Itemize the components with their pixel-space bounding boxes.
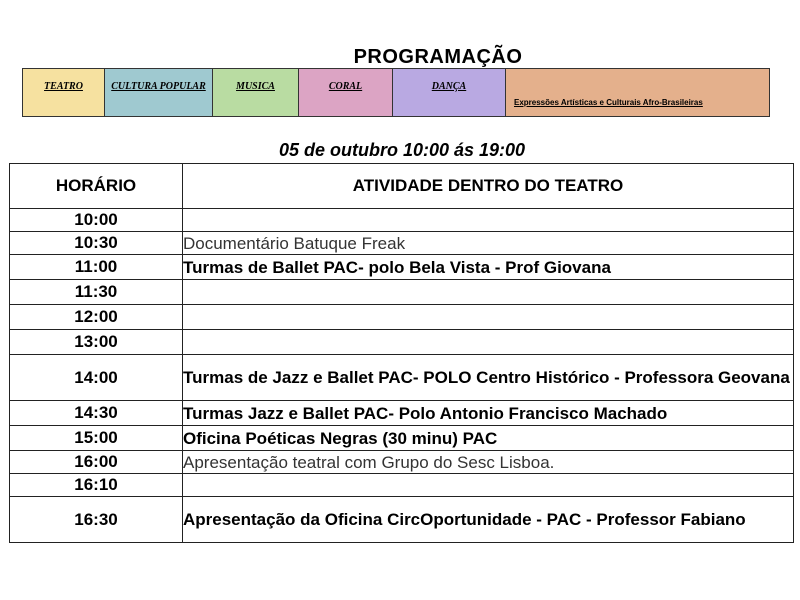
legend-afro-brasileiras: Expressões Artísticas e Culturais Afro-Brasileiras <box>506 69 769 116</box>
activity-cell <box>183 474 794 497</box>
table-row <box>10 451 794 474</box>
table-row <box>10 232 794 255</box>
legend-musica: MUSICA <box>213 69 299 116</box>
column-header-time: HORÁRIO <box>10 164 183 209</box>
activity-cell: Documentário Batuque Freak <box>183 232 794 255</box>
time-cell: 13:00 <box>10 330 183 355</box>
time-cell: 10:00 <box>10 209 183 232</box>
table-row <box>10 305 794 330</box>
table-row <box>10 280 794 305</box>
column-header-activity: ATIVIDADE DENTRO DO TEATRO <box>183 164 794 209</box>
legend-coral: CORAL <box>299 69 393 116</box>
activity-cell: Turmas de Jazz e Ballet PAC- POLO Centro Histórico - Professora Geovana <box>183 355 794 401</box>
time-cell: 16:10 <box>10 474 183 497</box>
table-row <box>10 426 794 451</box>
time-cell: 15:00 <box>10 426 183 451</box>
table-header-row <box>10 164 794 209</box>
activity-cell <box>183 330 794 355</box>
table-row <box>10 355 794 401</box>
page-title: PROGRAMAÇÃO <box>353 46 523 68</box>
activity-cell: Oficina Poéticas Negras (30 minu) PAC <box>183 426 794 451</box>
activity-cell: Turmas de Ballet PAC- polo Bela Vista - Prof Giovana <box>183 255 794 280</box>
activity-cell: Turmas Jazz e Ballet PAC- Polo Antonio Francisco Machado <box>183 401 794 426</box>
time-cell: 10:30 <box>10 232 183 255</box>
legend-danca: DANÇA <box>393 69 506 116</box>
schedule-table <box>9 163 794 543</box>
time-cell: 12:00 <box>10 305 183 330</box>
time-cell: 14:00 <box>10 355 183 401</box>
legend-teatro: TEATRO <box>23 69 105 116</box>
time-cell: 11:30 <box>10 280 183 305</box>
activity-cell: Apresentação da Oficina CircOportunidade - PAC - Professor Fabiano <box>183 497 794 543</box>
table-row <box>10 497 794 543</box>
category-legend <box>22 68 770 117</box>
time-cell: 14:30 <box>10 401 183 426</box>
activity-cell <box>183 209 794 232</box>
activity-cell <box>183 305 794 330</box>
table-row <box>10 401 794 426</box>
time-cell: 16:30 <box>10 497 183 543</box>
table-row <box>10 209 794 232</box>
time-cell: 16:00 <box>10 451 183 474</box>
time-cell: 11:00 <box>10 255 183 280</box>
table-row <box>10 474 794 497</box>
activity-cell: Apresentação teatral com Grupo do Sesc Lisboa. <box>183 451 794 474</box>
table-row <box>10 330 794 355</box>
activity-cell <box>183 280 794 305</box>
legend-cultura-popular: CULTURA POPULAR <box>105 69 213 116</box>
table-row <box>10 255 794 280</box>
date-line: 05 de outubro 10:00 ás 19:00 <box>278 140 526 160</box>
